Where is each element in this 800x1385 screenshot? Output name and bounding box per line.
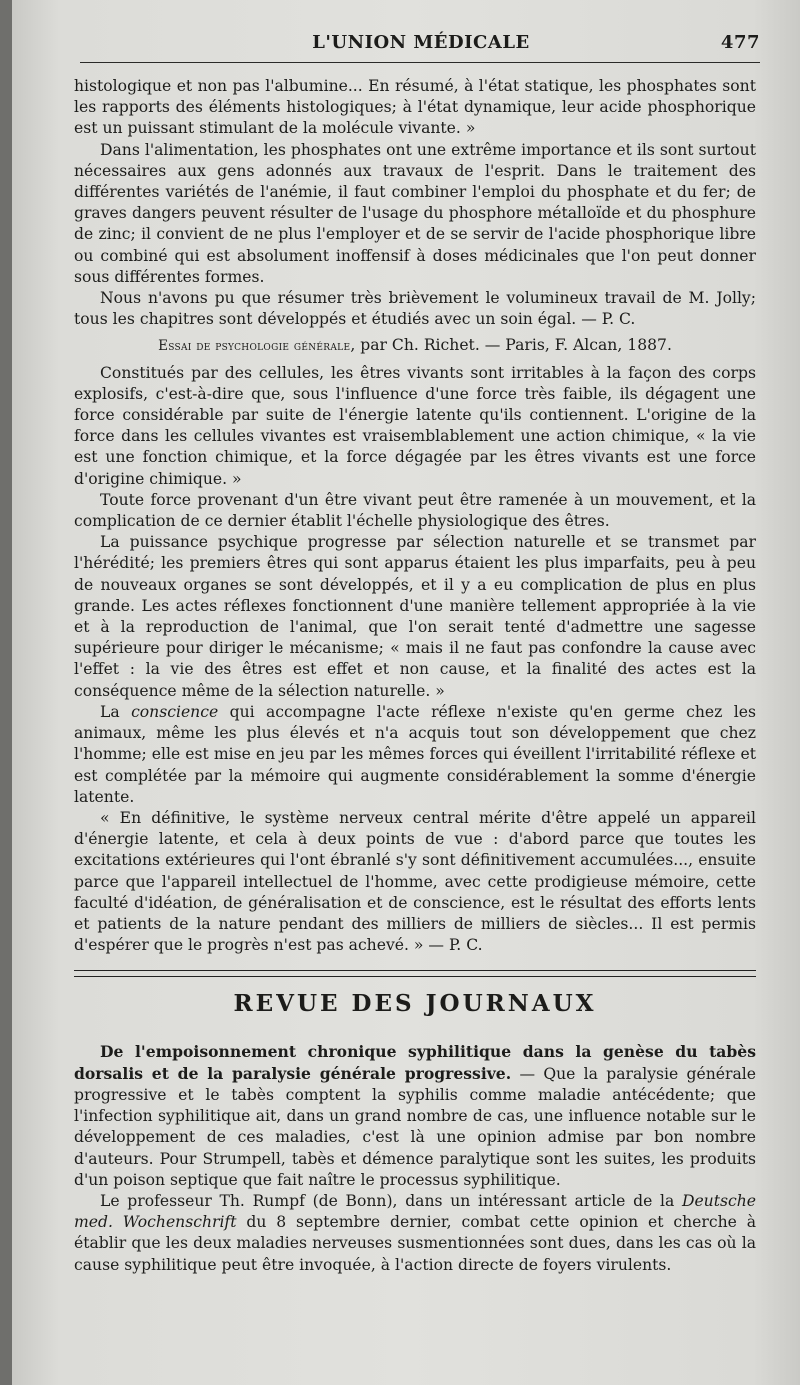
text-run: La <box>100 702 132 721</box>
text-run: — Que la paralysie générale progressive et le tabès comptent la syphilis comme maladie antécédente; que l'infection syphilitique ait, dans un grand nombre de cas, une influence notable sur le développement de ces maladies, c'est là une opinion admise par bon nombre d'auteurs. Pour Strumpell, tabès et démence paralytique sont les suites, les produits d'un poison septique que fait naître le processus syphilitique. <box>74 1064 757 1189</box>
section-title: REVUE DES JOURNAUX <box>233 990 597 1018</box>
text-run: du 8 septembre dernier, combat cette opinion et cherche à établir que les deux maladies nerveuses susmentionnées sont dues, dans les cas où la cause syphilitique peut être invoquée, à l'action directe de foyers virulents. <box>74 1213 757 1274</box>
book-title: Essai de psychologie générale <box>158 338 351 355</box>
page-number: 477 <box>720 32 760 53</box>
article-paragraph <box>74 1191 756 1276</box>
book-review-heading <box>74 335 756 357</box>
page <box>12 0 800 1385</box>
article-title: De l'empoisonnement chronique syphilitique dans la genèse du tabès dorsalis et de la paralysie générale progressive. <box>74 1041 756 1083</box>
paragraph: Dans l'alimentation, les phosphates ont une extrême importance et ils sont surtout nécessaires aux gens adonnés aux travaux de l'esprit. Dans le traitement des différentes variétés de l'anémie, il faut combiner l'emploi du phosphate et du fer; de graves dangers peuvent résulter de l'usage du phosphore métalloïde et du phosphure de zinc; il convient de ne plus l'employer et de se servir de l'acide phosphorique libre ou combiné qui est absolument inoffensif à doses médicinales que l'on peut donner sous différentes formes. <box>74 140 756 286</box>
journal-name: Deutsche med. Wochenschrift <box>74 1191 756 1232</box>
paragraph: Nous n'avons pu que résumer très brièvement le volumineux travail de M. Jolly; tous les chapitres sont développés et étudiés avec un soin égal. — P. C. <box>74 289 756 329</box>
body-text <box>74 76 756 1276</box>
paragraph: La puissance psychique progresse par sélection naturelle et se transmet par l'hérédité; les premiers êtres qui sont apparus étaient les plus imparfaits, peu à peu de nouveaux organes se sont développés, et il y a eu complication de plus en plus grande. Les actes réflexes fonctionnent d'une manière tellement appropriée à la vie et à la reproduction de l'animal, que l'on serait tenté d'admettre une sagesse supérieure pour diriger le mécanisme; « mais il ne faut pas confondre la cause avec l'effet : la vie des êtres est effet et non cause, et la finalité des actes est la conséquence même de la sélection naturelle. » <box>74 533 756 700</box>
book-citation: , par Ch. Richet. — Paris, F. Alcan, 1887. <box>350 336 672 355</box>
paragraph: Constitués par des cellules, les êtres vivants sont irritables à la façon des corps explosifs, c'est-à-dire que, sous l'influence d'une force très faible, ils dégagent une force considérable par suite de l'énergie latente qu'ils contiennent. L'origine de la force dans les cellules vivantes est vraisemblablement une action chimique, « la vie est une fonction chimique, et la force dégagée par les êtres vivants est une force d'origine chimique. » <box>74 363 756 488</box>
header-rule <box>80 62 760 63</box>
journal-title: L'UNION MÉDICALE <box>312 32 530 53</box>
paragraph <box>74 702 756 808</box>
article-paragraph <box>74 1041 756 1191</box>
paragraph: Toute force provenant d'un être vivant peut être ramenée à un mouvement, et la complication de ce dernier établit l'échelle physiologique des êtres. <box>74 490 756 531</box>
running-head <box>82 32 760 58</box>
text-run: Le professeur Th. Rumpf (de Bonn), dans un intéressant article de la <box>100 1191 682 1210</box>
italic-term: conscience <box>131 702 219 721</box>
text-run: qui accompagne l'acte réflexe n'existe qu'en germe chez les animaux, même les plus élevés et n'a acquis tout son développement que chez l'homme; elle est mise en jeu par les mêmes forces qui éveillent l'irritabilité réflexe et est complétée par la mémoire qui augmente considérablement la somme d'énergie latente. <box>74 702 756 806</box>
paragraph: « En définitive, le système nerveux central mérite d'être appelé un appareil d'énergie latente, et cela à deux points de vue : d'abord parce que toutes les excitations extérieures qui l'ont ébranlé s'y sont définitivement accumulées..., ensuite parce que l'appareil intellectuel de l'homme, avec cette prodigieuse mémoire, cette faculté d'idéation, de généralisation et de conscience, est le résultat des efforts lents et patients de la nature pendant des milliers de milliers de siècles... Il est permis d'espérer que le progrès n'est pas achevé. » — P. C. <box>74 808 756 955</box>
paragraph: histologique et non pas l'albumine... En résumé, à l'état statique, les phosphates sont les rapports des éléments histologiques; à l'état dynamique, leur acide phosphorique est un puissant stimulant de la molécule vivante. » <box>74 77 756 138</box>
section-divider <box>74 970 756 977</box>
